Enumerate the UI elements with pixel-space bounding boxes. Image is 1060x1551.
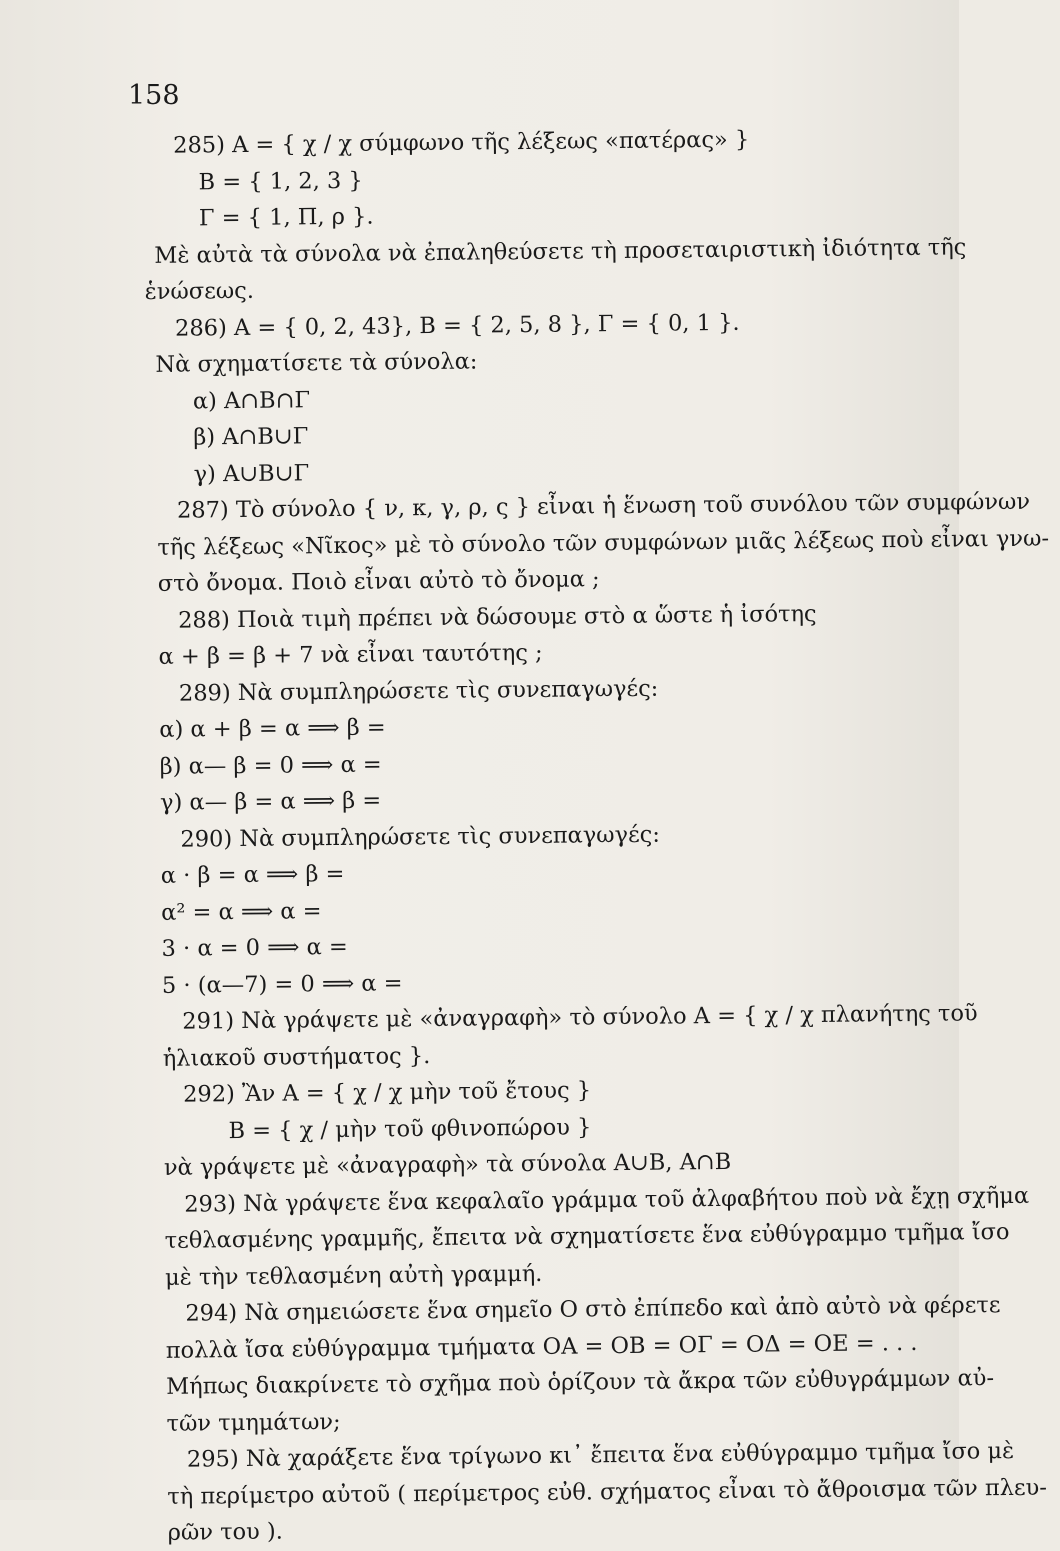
exercise-291-line-1: 291) Νὰ γράψετε μὲ «ἀναγραφὴ» τὸ σύνολο Α = { χ / χ πλανήτης τοῦ <box>182 1000 978 1035</box>
exercise-293-line-3: μὲ τὴν τεθλασμένη αὐτὴ γραμμή. <box>164 1260 543 1291</box>
exercise-295-line-3: ρῶν του ). <box>167 1518 284 1546</box>
exercise-286-item-c: γ) Α∪Β∪Γ <box>193 459 310 487</box>
exercise-294-line-4: τῶν τμημάτων; <box>166 1408 341 1437</box>
exercise-294-line-2: πολλὰ ἴσα εὐθύγραμμα τμήματα ΟΑ = ΟΒ = ΟΓ = ΟΔ = ΟΕ = . . . <box>165 1329 918 1364</box>
exercise-295-line-1: 295) Νὰ χαράξετε ἕνα τρίγωνο κι᾽ ἔπειτα ἕνα εὐθύγραμμο τμῆμα ἴσο μὲ <box>186 1437 1015 1473</box>
exercise-287-line-1: 287) Τὸ σύνολο { ν, κ, γ, ρ, ς } εἶναι ἡ ἕνωση τοῦ συνόλου τῶν συμφώνων <box>176 488 1031 524</box>
exercise-285-line-4: Μὲ αὐτὰ τὰ σύνολα νὰ ἐπαληθεύσετε τὴ προσεταιριστικὴ ἰδιότητα τῆς <box>154 233 967 269</box>
exercise-294-line-3: Μήπως διακρίνετε τὸ σχῆμα ποὺ ὁρίζουν τὰ ἄκρα τῶν εὐθυγράμμων αὐ- <box>166 1365 995 1400</box>
exercise-289-item-a: α) α + β = α ⟹ β = <box>159 714 386 743</box>
exercise-289-item-b: β) α— β = 0 ⟹ α = <box>159 751 382 780</box>
exercise-291-line-2: ἡλιακοῦ συστήματος }. <box>162 1042 431 1072</box>
exercise-292-line-2: Β = { χ / μὴν τοῦ φθινοπώρου } <box>228 1113 592 1144</box>
exercise-293-line-2: τεθλασμένης γραμμῆς, ἔπειτα νὰ σχηματίσετε ἕνα εὐθύγραμμο τμῆμα ἴσο <box>164 1218 1010 1254</box>
exercise-290-item-4: 5 · (α—7) = 0 ⟹ α = <box>161 969 403 999</box>
exercise-287-line-2: τῆς λέξεως «Νῖκος» μὲ τὸ σύνολο τῶν συμφώνων μιᾶς λέξεως ποὺ εἶναι γνω- <box>157 525 1050 561</box>
exercise-286-item-b: β) Α∩Β∪Γ <box>193 423 309 451</box>
page-number: 158 <box>128 80 180 111</box>
exercise-290-item-2: α² = α ⟹ α = <box>161 897 322 926</box>
exercise-292-line-1: 292) Ἂν Α = { χ / χ μὴν τοῦ ἔτους } <box>182 1077 592 1108</box>
exercise-290-item-3: 3 · α = 0 ⟹ α = <box>161 933 348 962</box>
exercise-285-line-2: Β = { 1, 2, 3 } <box>198 167 363 195</box>
exercise-289-item-c: γ) α— β = α ⟹ β = <box>159 787 382 816</box>
exercise-288-line-2: α + β = β + 7 νὰ εἶναι ταυτότης ; <box>158 639 543 670</box>
exercise-293-line-1: 293) Νὰ γράψετε ἕνα κεφαλαῖο γράμμα τοῦ ἀλφαβήτου ποὺ νὰ ἔχῃ σχῆμα <box>184 1182 1030 1218</box>
exercise-290-item-1: α · β = α ⟹ β = <box>160 860 345 889</box>
exercise-295-line-2: τὴ περίμετρο αὐτοῦ ( περίμετρος εὐθ. σχήματος εἶναι τὸ ἄθροισμα τῶν πλευ- <box>167 1474 1047 1510</box>
exercise-292-line-3: νὰ γράψετε μὲ «ἀναγραφὴ» τὰ σύνολα Α∪Β, Α∩Β <box>163 1148 732 1181</box>
exercise-290-line-1: 290) Νὰ συμπληρώσετε τὶς συνεπαγωγές: <box>180 821 660 853</box>
exercise-285-line-5: ἑνώσεως. <box>144 277 255 305</box>
exercise-text <box>143 120 1050 1551</box>
exercise-294-line-1: 294) Νὰ σημειώσετε ἕνα σημεῖο Ο στὸ ἐπίπεδο καὶ ἀπὸ αὐτὸ νὰ φέρετε <box>185 1292 1001 1327</box>
exercise-286-line-2: Νὰ σχηματίσετε τὰ σύνολα: <box>155 348 478 378</box>
exercise-289-line-1: 289) Νὰ συμπληρώσετε τὶς συνεπαγωγές: <box>178 675 659 707</box>
exercise-287-line-3: στὸ ὄνομα. Ποιὸ εἶναι αὐτὸ τὸ ὄνομα ; <box>157 566 600 597</box>
exercise-285-line-1: 285) Α = { χ / χ σύμφωνο τῆς λέξεως «πατέρας» } <box>173 126 750 159</box>
exercise-286-item-a: α) Α∩Β∩Γ <box>192 386 311 414</box>
exercise-285-line-3: Γ = { 1, Π, ρ }. <box>198 203 374 232</box>
exercise-286-line-1: 286) Α = { 0, 2, 43}, Β = { 2, 5, 8 }, Γ = { 0, 1 }. <box>174 309 740 342</box>
exercise-288-line-1: 288) Ποιὰ τιμὴ πρέπει νὰ δώσουμε στὸ α ὥστε ἡ ἰσότης <box>178 600 817 634</box>
